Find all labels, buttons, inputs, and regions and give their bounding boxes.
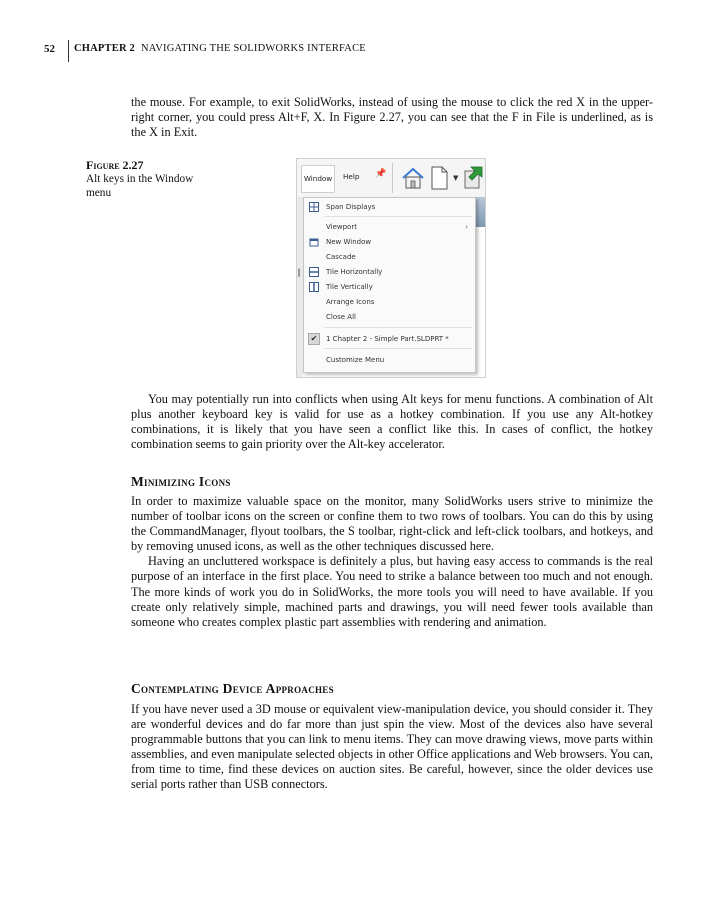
chapter-title: NAVIGATING THE SOLIDWORKS INTERFACE — [141, 43, 366, 54]
section-heading-device-approaches: Contemplating Device Approaches — [131, 681, 334, 696]
pin-icon[interactable]: 📌 — [375, 169, 387, 179]
menu-item-label: Tile Vertically — [326, 283, 373, 291]
menu-item-span-displays[interactable] — [304, 200, 475, 214]
toolbar-separator — [392, 163, 393, 193]
menu-separator — [324, 327, 472, 328]
minimizing-icons-paragraph-2: Having an uncluttered workspace is definitely a plus, but having easy access to commands is the real purpose of an interface in the first place. You need to strike a balance between too much and not enough. The more kinds of work you do in SolidWorks, the more tools you will need to have available. If you create only relatively simple, machined parts and drawings, you will need fewer tools available than someone who creates complex plastic part assemblies with rendering and animation. — [131, 554, 653, 629]
menu-item-cascade[interactable] — [304, 250, 475, 264]
intro-text-block — [131, 95, 653, 140]
new-window-icon — [309, 237, 319, 247]
panel-grip-icon: ║ — [297, 269, 302, 277]
figure-caption — [86, 158, 216, 200]
submenu-arrow-icon: › — [465, 223, 468, 231]
minimizing-icons-paragraph-1: In order to maximize valuable space on the monitor, many SolidWorks users strive to minimize the number of toolbar icons on the screen or confine them to two rows of toolbars. You can do this by using the CommandManager, flyout toolbars, the S toolbar, right-click and left-click toolbars, and hotkeys, and by removing unused icons, as well as the other techniques discussed here. — [131, 494, 653, 554]
graphics-area-edge — [475, 197, 485, 227]
window-dropdown-menu — [303, 197, 476, 373]
chapter-heading — [74, 43, 366, 54]
menu-item-label: Span Displays — [326, 203, 376, 211]
checkmark-icon: ✔ — [308, 333, 320, 345]
menu-item-label: Customize Menu — [326, 356, 385, 364]
new-document-icon[interactable] — [430, 166, 448, 190]
menu-item-tile-horizontally[interactable] — [304, 265, 475, 279]
chapter-label: CHAPTER 2 — [74, 43, 136, 54]
page-number: 52 — [44, 43, 55, 55]
device-approaches-paragraph: If you have never used a 3D mouse or equivalent view-manipulation device, you should consider it. They are wonderful devices and do far more than just spin the view. Most of the devices also have several programmable buttons that you can link to menu items. They can move drawing views, move parts within assemblies, and even manipulate selected objects in other Office applications and Web browsers. You can, from time to time, find these devices on auction sites. Be careful, however, since the older devices use serial ports rather than USB connectors. — [131, 702, 653, 792]
tile-vertically-icon — [309, 282, 319, 292]
tile-horizontally-icon — [309, 267, 319, 277]
menubar — [297, 159, 485, 198]
menu-item-label: 1 Chapter 2 - Simple Part.SLDPRT * — [326, 335, 449, 343]
menu-item-open-document[interactable] — [304, 332, 475, 346]
menu-item-label: Tile Horizontally — [326, 268, 383, 276]
menu-item-label: Arrange Icons — [326, 298, 375, 306]
menu-item-customize-menu[interactable] — [304, 353, 475, 367]
menu-item-label: Cascade — [326, 253, 356, 261]
menu-item-arrange-icons[interactable] — [304, 295, 475, 309]
menu-item-tile-vertically[interactable] — [304, 280, 475, 294]
menu-item-label: New Window — [326, 238, 372, 246]
minimizing-icons-text-block — [131, 494, 653, 630]
figure-number: Figure 2.27 — [86, 158, 144, 172]
device-approaches-text-block — [131, 702, 653, 793]
section-heading-minimizing-icons: Minimizing Icons — [131, 474, 231, 489]
menu-item-label: Close All — [326, 313, 356, 321]
menu-help[interactable]: Help — [343, 172, 360, 181]
menu-item-close-all[interactable] — [304, 310, 475, 324]
menu-window[interactable]: Window — [301, 165, 335, 193]
open-arrow-icon[interactable] — [462, 165, 484, 189]
figure-caption-text: Alt keys in the Window menu — [86, 173, 194, 199]
home-icon[interactable] — [401, 166, 425, 190]
header-divider — [68, 40, 69, 62]
menu-separator — [324, 216, 472, 217]
menu-item-viewport[interactable] — [304, 220, 475, 234]
conflicts-paragraph: You may potentially run into conflicts when using Alt keys for menu functions. A combination of Alt plus another keyboard key is valid for use as a hotkey combination. If you use any Alt-hotkey combinations, it is likely that you have seen a conflict like this. In cases of conflict, the hotkey combination seems to gain priority over the Alt-key accelerator. — [131, 392, 653, 452]
menu-separator — [324, 348, 472, 349]
menu-item-new-window[interactable] — [304, 235, 475, 249]
intro-paragraph: the mouse. For example, to exit SolidWorks, instead of using the mouse to click the red X in the upper-right corner, you could press Alt+F, X. In Figure 2.27, you can see that the F in File is underlined, as is the X in Exit. — [131, 95, 653, 140]
window-menu-figure — [296, 158, 486, 378]
conflicts-text-block — [131, 392, 653, 452]
menu-item-label: Viewport — [326, 223, 357, 231]
span-displays-icon — [309, 202, 319, 212]
chevron-down-icon[interactable]: ▼ — [453, 174, 459, 182]
